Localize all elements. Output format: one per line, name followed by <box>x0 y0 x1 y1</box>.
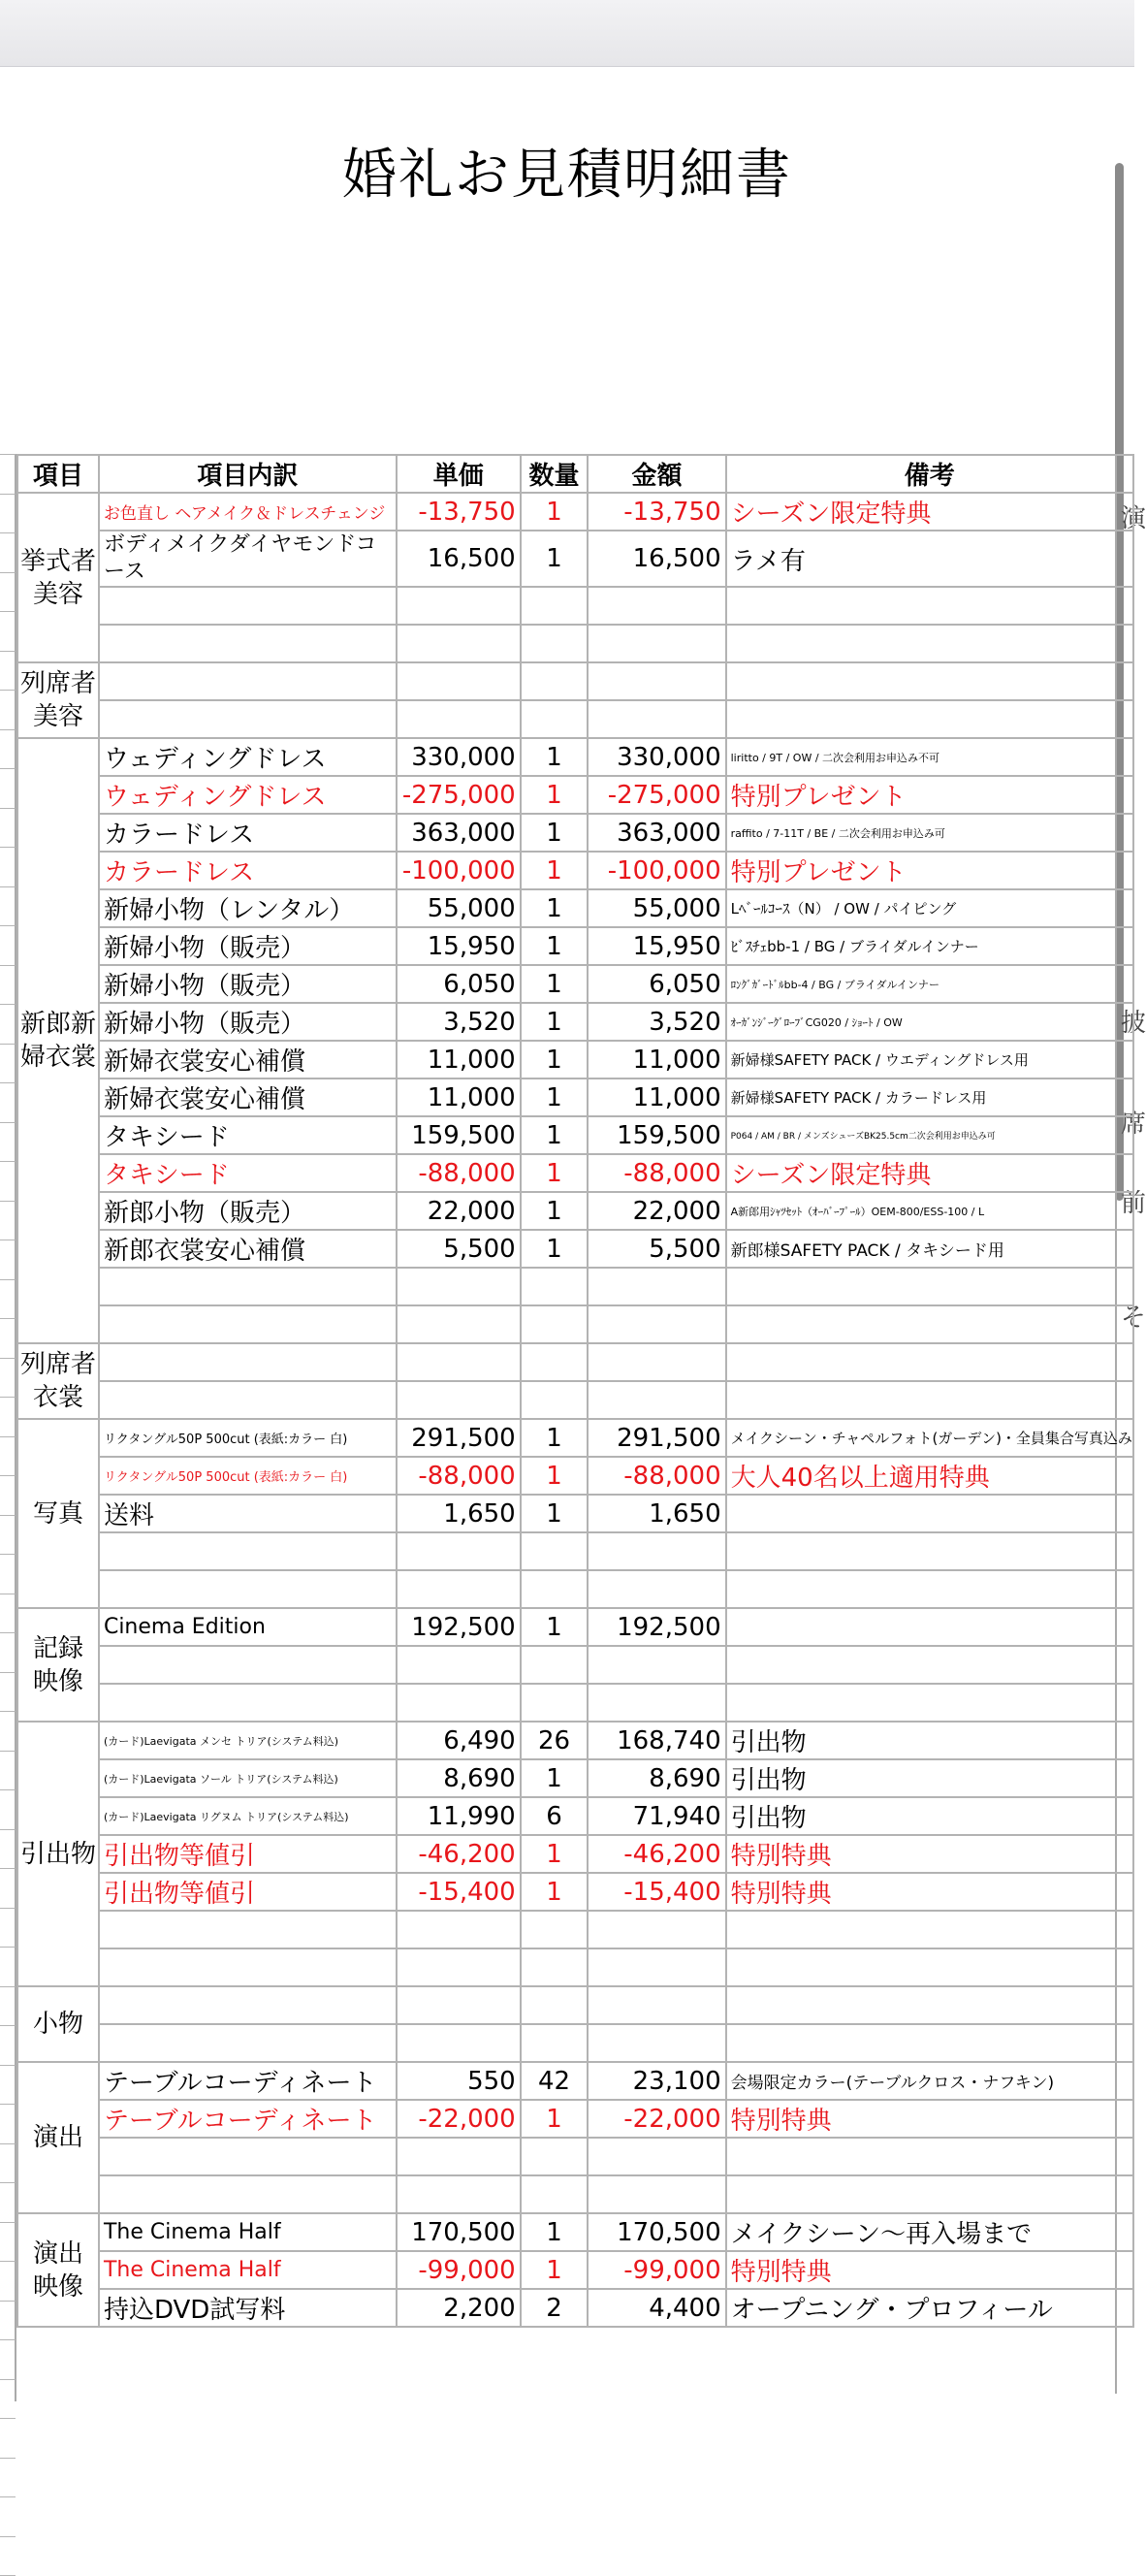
amount: 6,050 <box>588 965 725 1003</box>
category-cell: 演出 <box>17 2062 99 2213</box>
category-cell: 小物 <box>17 1986 99 2062</box>
table-row <box>17 1305 1133 1343</box>
note: 引出物 <box>726 1759 1133 1797</box>
item-description: 新婦小物（レンタル） <box>99 889 397 927</box>
amount: 1,650 <box>588 1495 725 1532</box>
table-row <box>17 1192 1133 1230</box>
note: P064 / AM / BR / メンズシューズBK25.5cm二次会利用お申込み可 <box>726 1116 1133 1154</box>
table-row <box>17 1003 1133 1041</box>
quantity: 6 <box>521 1797 589 1835</box>
table-row <box>17 1873 1133 1911</box>
quantity: 1 <box>521 2100 589 2138</box>
quantity: 1 <box>521 1154 589 1192</box>
item-description: (カード)Laevigata リグヌム トリア(システム料込) <box>99 1797 397 1835</box>
category-cell: 引出物 <box>17 1722 99 1986</box>
note: ﾛﾝｸﾞｶﾞｰﾄﾞﾙbb-4 / BG / ブライダルインナー <box>726 965 1133 1003</box>
note: A新郎用ｼｬﾂｾｯﾄ（ｵｰﾊﾞｰﾌﾟｰﾙ）OEM-800/ESS-100 / L <box>726 1192 1133 1230</box>
table-row <box>17 852 1133 889</box>
note: Lﾍﾞｰﾙｺｰｽ（N） / OW / パイピング <box>726 889 1133 927</box>
item-description: カラードレス <box>99 852 397 889</box>
table-row <box>17 2138 1133 2175</box>
amount: 363,000 <box>588 814 725 852</box>
amount: 11,000 <box>588 1079 725 1116</box>
unit-price: 22,000 <box>397 1192 521 1230</box>
unit-price: 11,000 <box>397 1079 521 1116</box>
quantity: 1 <box>521 1495 589 1532</box>
item-description: 新婦小物（販売） <box>99 927 397 965</box>
item-description: (カード)Laevigata ソール トリア(システム料込) <box>99 1759 397 1797</box>
category-cell: 演出 映像 <box>17 2213 99 2327</box>
item-description: 持込DVD試写料 <box>99 2289 397 2327</box>
unit-price: 11,990 <box>397 1797 521 1835</box>
category-cell: 新郎新 婦衣裳 <box>17 738 99 1343</box>
item-description: The Cinema Half <box>99 2251 397 2289</box>
item-description: 送料 <box>99 1495 397 1532</box>
note: 特別特典 <box>726 1873 1133 1911</box>
quantity: 1 <box>521 1759 589 1797</box>
note: 新婦様SAFETY PACK / カラードレス用 <box>726 1079 1133 1116</box>
note: 特別特典 <box>726 1835 1133 1873</box>
quantity: 1 <box>521 1457 589 1495</box>
table-row <box>17 1948 1133 1986</box>
item-description: テーブルコーディネート <box>99 2100 397 2138</box>
note <box>726 1495 1133 1532</box>
quantity: 1 <box>521 1192 589 1230</box>
left-adjacent-page-edge <box>0 454 16 2401</box>
table-row <box>17 1154 1133 1192</box>
note: 特別特典 <box>726 2100 1133 2138</box>
browser-top-bar <box>0 0 1134 67</box>
edge-glyph: そ <box>1121 1304 1146 1333</box>
unit-price: -88,000 <box>397 1457 521 1495</box>
table-header-row <box>17 455 1133 493</box>
unit-price: 291,500 <box>397 1419 521 1457</box>
item-description: 新婦衣裳安心補償 <box>99 1041 397 1079</box>
quantity: 1 <box>521 889 589 927</box>
note: 引出物 <box>726 1797 1133 1835</box>
unit-price: 11,000 <box>397 1041 521 1079</box>
table-row <box>17 1835 1133 1873</box>
quantity: 26 <box>521 1722 589 1759</box>
document-title: 婚礼お見積明細書 <box>342 144 792 207</box>
table-row <box>17 1532 1133 1570</box>
table-row <box>17 814 1133 852</box>
note: シーズン限定特典 <box>726 1154 1133 1192</box>
amount: 192,500 <box>588 1608 725 1646</box>
item-description: 引出物等値引 <box>99 1835 397 1873</box>
edge-glyph: 披 <box>1121 1009 1146 1038</box>
table-row <box>17 1722 1133 1759</box>
header-category: 項目 <box>17 455 99 493</box>
amount: 291,500 <box>588 1419 725 1457</box>
item-description: 新郎衣裳安心補償 <box>99 1230 397 1268</box>
item-description: タキシード <box>99 1116 397 1154</box>
note: シーズン限定特典 <box>726 493 1133 531</box>
quantity: 1 <box>521 1003 589 1041</box>
unit-price: 6,490 <box>397 1722 521 1759</box>
category-cell: 記録 映像 <box>17 1608 99 1722</box>
table-row <box>17 965 1133 1003</box>
edge-glyph: 演 <box>1121 504 1146 533</box>
table-row <box>17 2289 1133 2327</box>
amount: -88,000 <box>588 1457 725 1495</box>
amount: 5,500 <box>588 1230 725 1268</box>
quantity: 1 <box>521 927 589 965</box>
quantity: 1 <box>521 1608 589 1646</box>
category-cell: 写真 <box>17 1419 99 1608</box>
category-cell: 列席者 美容 <box>17 662 99 738</box>
quantity: 2 <box>521 2289 589 2327</box>
item-description: Cinema Edition <box>99 1608 397 1646</box>
table-row <box>17 1646 1133 1684</box>
amount: -275,000 <box>588 776 725 814</box>
header-amount: 金額 <box>588 455 725 493</box>
amount: -13,750 <box>588 493 725 531</box>
amount: 15,950 <box>588 927 725 965</box>
table-row <box>17 2213 1133 2251</box>
unit-price: 330,000 <box>397 738 521 776</box>
table-row <box>17 1079 1133 1116</box>
item-description: 新郎小物（販売） <box>99 1192 397 1230</box>
table-row <box>17 2062 1133 2100</box>
unit-price: 6,050 <box>397 965 521 1003</box>
table-row <box>17 531 1133 587</box>
table-row <box>17 662 1133 700</box>
quantity: 1 <box>521 776 589 814</box>
item-description: テーブルコーディネート <box>99 2062 397 2100</box>
note: 特別プレゼント <box>726 776 1133 814</box>
note: liritto / 9T / OW / 二次会利用お申込み不可 <box>726 738 1133 776</box>
table-row <box>17 493 1133 531</box>
unit-price: -22,000 <box>397 2100 521 2138</box>
unit-price: 1,650 <box>397 1495 521 1532</box>
table-row <box>17 1986 1133 2024</box>
unit-price: 2,200 <box>397 2289 521 2327</box>
item-description: お色直し ヘアメイク＆ドレスチェンジ <box>99 493 397 531</box>
table-row <box>17 927 1133 965</box>
table-row <box>17 587 1133 625</box>
table-row <box>17 776 1133 814</box>
table-row <box>17 1608 1133 1646</box>
amount: -99,000 <box>588 2251 725 2289</box>
unit-price: 550 <box>397 2062 521 2100</box>
table-row <box>17 625 1133 662</box>
note: raffito / 7-11T / BE / 二次会利用お申込み可 <box>726 814 1133 852</box>
quantity: 1 <box>521 493 589 531</box>
quantity: 1 <box>521 814 589 852</box>
note: 大人40名以上適用特典 <box>726 1457 1133 1495</box>
amount: 170,500 <box>588 2213 725 2251</box>
amount: 23,100 <box>588 2062 725 2100</box>
table-row <box>17 738 1133 776</box>
table-row <box>17 1911 1133 1948</box>
table-row <box>17 889 1133 927</box>
table-row <box>17 1381 1133 1419</box>
unit-price: 5,500 <box>397 1230 521 1268</box>
quantity: 1 <box>521 1041 589 1079</box>
table-row <box>17 1230 1133 1268</box>
table-row <box>17 1797 1133 1835</box>
quantity: 1 <box>521 1116 589 1154</box>
category-cell: 列席者 衣裳 <box>17 1343 99 1419</box>
unit-price: -15,400 <box>397 1873 521 1911</box>
note: 新婦様SAFETY PACK / ウエディングドレス用 <box>726 1041 1133 1079</box>
note: ﾋﾞｽﾁｪbb-1 / BG / ブライダルインナー <box>726 927 1133 965</box>
amount: 16,500 <box>588 531 725 587</box>
unit-price: -100,000 <box>397 852 521 889</box>
quantity: 1 <box>521 1419 589 1457</box>
edge-glyph: 前 <box>1121 1189 1146 1218</box>
quantity: 1 <box>521 738 589 776</box>
quantity: 1 <box>521 1873 589 1911</box>
note: 会場限定カラー(テーブルクロス・ナフキン) <box>726 2062 1133 2100</box>
item-description: The Cinema Half <box>99 2213 397 2251</box>
category-cell: 挙式者 美容 <box>17 493 99 662</box>
table-row <box>17 2024 1133 2062</box>
table-row <box>17 1759 1133 1797</box>
amount: -15,400 <box>588 1873 725 1911</box>
estimate-table <box>16 454 1134 2328</box>
note <box>726 1608 1133 1646</box>
unit-price: -46,200 <box>397 1835 521 1873</box>
unit-price: 3,520 <box>397 1003 521 1041</box>
unit-price: -275,000 <box>397 776 521 814</box>
header-unit-price: 単価 <box>397 455 521 493</box>
table-row <box>17 1116 1133 1154</box>
edge-glyph: 席 <box>1121 1110 1146 1139</box>
amount: 71,940 <box>588 1797 725 1835</box>
amount: 159,500 <box>588 1116 725 1154</box>
unit-price: -99,000 <box>397 2251 521 2289</box>
item-description: ウェディングドレス <box>99 738 397 776</box>
unit-price: 55,000 <box>397 889 521 927</box>
table-row <box>17 2175 1133 2213</box>
table-row <box>17 1457 1133 1495</box>
note: メイクシーン・チャペルフォト(ガーデン)・全員集合写真込み <box>726 1419 1133 1457</box>
header-quantity: 数量 <box>521 455 589 493</box>
table-row <box>17 1570 1133 1608</box>
amount: 168,740 <box>588 1722 725 1759</box>
table-row <box>17 2251 1133 2289</box>
table-row <box>17 1419 1133 1457</box>
quantity: 42 <box>521 2062 589 2100</box>
unit-price: 8,690 <box>397 1759 521 1797</box>
item-description: カラードレス <box>99 814 397 852</box>
quantity: 1 <box>521 1079 589 1116</box>
table-row <box>17 1495 1133 1532</box>
header-note: 備考 <box>726 455 1133 493</box>
item-description: (カード)Laevigata メンセ トリア(システム料込) <box>99 1722 397 1759</box>
quantity: 1 <box>521 2251 589 2289</box>
table-row <box>17 700 1133 738</box>
amount: 3,520 <box>588 1003 725 1041</box>
quantity: 1 <box>521 852 589 889</box>
amount: 4,400 <box>588 2289 725 2327</box>
amount: 22,000 <box>588 1192 725 1230</box>
item-description: ウェディングドレス <box>99 776 397 814</box>
amount: 330,000 <box>588 738 725 776</box>
item-description: 新婦衣裳安心補償 <box>99 1079 397 1116</box>
amount: 11,000 <box>588 1041 725 1079</box>
item-description: タキシード <box>99 1154 397 1192</box>
amount: 55,000 <box>588 889 725 927</box>
table-row <box>17 1343 1133 1381</box>
item-description: 新婦小物（販売） <box>99 1003 397 1041</box>
note: 引出物 <box>726 1722 1133 1759</box>
note: メイクシーン〜再入場まで <box>726 2213 1133 2251</box>
item-description: リクタングル50P 500cut (表紙:カラー 白) <box>99 1457 397 1495</box>
quantity: 1 <box>521 531 589 587</box>
note: ｵｰｶﾞﾝｼﾞｰｸﾞﾛｰﾌﾞCG020 / ｼｮｰﾄ / OW <box>726 1003 1133 1041</box>
amount: -22,000 <box>588 2100 725 2138</box>
unit-price: 363,000 <box>397 814 521 852</box>
amount: -88,000 <box>588 1154 725 1192</box>
note: 特別プレゼント <box>726 852 1133 889</box>
amount: -46,200 <box>588 1835 725 1873</box>
item-description: リクタングル50P 500cut (表紙:カラー 白) <box>99 1419 397 1457</box>
item-description: ボディメイクダイヤモンドコース <box>99 531 397 587</box>
note: 特別特典 <box>726 2251 1133 2289</box>
table-row <box>17 2100 1133 2138</box>
amount: 8,690 <box>588 1759 725 1797</box>
unit-price: 192,500 <box>397 1608 521 1646</box>
table-row <box>17 1684 1133 1722</box>
unit-price: 15,950 <box>397 927 521 965</box>
note: ラメ有 <box>726 531 1133 587</box>
item-description: 引出物等値引 <box>99 1873 397 1911</box>
note: 新郎様SAFETY PACK / タキシード用 <box>726 1230 1133 1268</box>
table-row <box>17 1041 1133 1079</box>
table-row <box>17 1268 1133 1305</box>
quantity: 1 <box>521 1230 589 1268</box>
unit-price: 170,500 <box>397 2213 521 2251</box>
unit-price: -88,000 <box>397 1154 521 1192</box>
quantity: 1 <box>521 1835 589 1873</box>
quantity: 1 <box>521 965 589 1003</box>
item-description: 新婦小物（販売） <box>99 965 397 1003</box>
unit-price: 16,500 <box>397 531 521 587</box>
note: オープニング・プロフィール <box>726 2289 1133 2327</box>
amount: -100,000 <box>588 852 725 889</box>
quantity: 1 <box>521 2213 589 2251</box>
unit-price: -13,750 <box>397 493 521 531</box>
unit-price: 159,500 <box>397 1116 521 1154</box>
header-description: 項目内訳 <box>99 455 397 493</box>
